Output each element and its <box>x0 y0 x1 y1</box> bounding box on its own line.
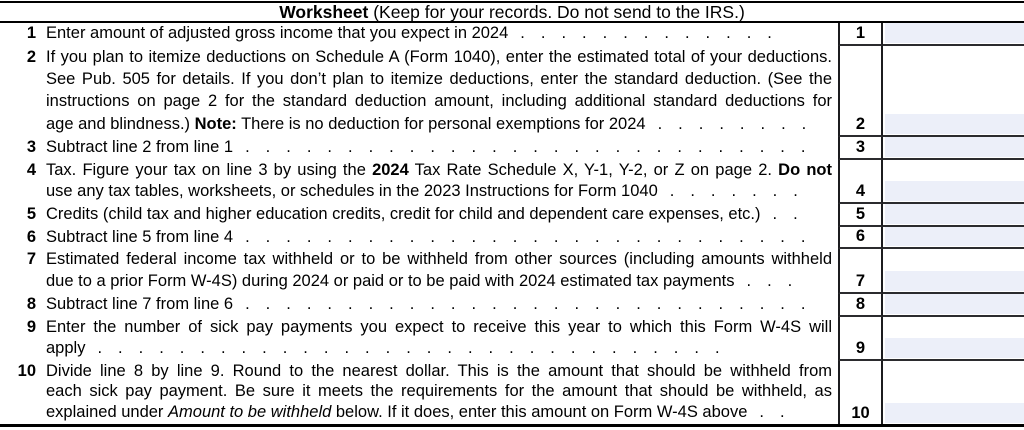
row-9-line-number-box: 9 <box>838 317 883 361</box>
worksheet-title <box>0 3 1024 22</box>
worksheet-row-10 <box>0 361 1024 424</box>
row-8-line-number-box: 8 <box>838 294 883 317</box>
row-9-text <box>46 317 832 359</box>
row-1-line-number-box: 1 <box>838 23 883 46</box>
row-3-amount-cell <box>883 137 1024 160</box>
row-8-line-1: Subtract line 7 from line 6 ............................ <box>46 295 822 313</box>
line-2-amount-field[interactable] <box>885 114 1024 134</box>
row-5-text <box>46 204 832 225</box>
dot-leader: ............................... <box>97 339 736 357</box>
row-4-text <box>46 160 832 202</box>
row-10-left-number: 10 <box>17 362 36 380</box>
worksheet-row-4 <box>0 160 1024 204</box>
row-4-left-number: 4 <box>26 161 36 179</box>
row-5-line-1: Credits (child tax and higher education credits, credit for child and dependent care expenses, etc.) .. <box>46 205 814 223</box>
row-8-text <box>46 294 832 315</box>
line-1-amount-field[interactable] <box>885 23 1024 43</box>
row-6-description-cell <box>0 227 838 249</box>
row-7-amount-cell <box>883 249 1024 294</box>
row-6-left-number: 6 <box>26 228 36 246</box>
row-3-text <box>46 137 832 158</box>
row-3-description-cell <box>0 137 838 160</box>
dot-leader: ............. <box>520 24 788 42</box>
row-7-line-1: Estimated federal income tax withheld or to be withheld from other sources (including amounts withheld <box>46 250 832 268</box>
line-9-amount-field[interactable] <box>885 338 1024 358</box>
row-1-left-number: 1 <box>26 24 36 42</box>
row-10-description-cell <box>0 361 838 424</box>
worksheet-row-8 <box>0 294 1024 317</box>
row-9-description-cell <box>0 317 838 361</box>
row-9-line-1: Enter the number of sick pay payments you expect to receive this year to which this Form W-4S will <box>46 318 832 336</box>
row-10-line-1: Divide line 8 by line 9. Round to the nearest dollar. This is the amount that should be withheld from <box>46 362 832 380</box>
row-4-line-2: use any tax tables, worksheets, or schedules in the 2023 Instructions for Form 1040 ....... <box>46 182 814 200</box>
row-2-description-cell <box>0 46 838 137</box>
row-4-amount-cell <box>883 160 1024 204</box>
line-3-amount-field[interactable] <box>885 137 1024 157</box>
row-8-left-number: 8 <box>26 295 36 313</box>
worksheet-row-2 <box>0 46 1024 137</box>
row-2-amount-cell <box>883 46 1024 137</box>
line-6-amount-field[interactable] <box>885 227 1024 246</box>
worksheet-row-5 <box>0 204 1024 227</box>
worksheet-title-bold: Worksheet <box>279 2 369 22</box>
row-7-description-cell <box>0 249 838 294</box>
row-10-text <box>46 361 832 422</box>
row-7-line-number-box: 7 <box>838 249 883 294</box>
row-5-description-cell <box>0 204 838 227</box>
worksheet-row-6 <box>0 227 1024 249</box>
row-4-line-1: Tax. Figure your tax on line 3 by using the 2024 Tax Rate Schedule X, Y-1, Y-2, or Z on page 2. Do not <box>46 161 832 179</box>
row-2-text <box>46 46 832 135</box>
dot-leader: ............................ <box>245 295 822 313</box>
dot-leader: ........ <box>657 114 823 133</box>
dot-leader: ... <box>746 271 809 290</box>
row-2-line-number-box: 2 <box>838 46 883 137</box>
row-2-line-1: If you plan to itemize deductions on Schedule A (Form 1040), enter the estimated total of your deductions. <box>46 48 832 66</box>
row-7-line-2: due to a prior Form W-4S) during 2024 or paid or to be paid with 2024 estimated tax payments ... <box>46 271 809 290</box>
row-9-amount-cell <box>883 317 1024 361</box>
row-1-line-1: Enter amount of adjusted gross income that you expect in 2024 ............. <box>46 24 788 42</box>
row-1-amount-cell <box>883 23 1024 46</box>
row-3-line-number-box: 3 <box>838 137 883 160</box>
row-2-line-4: age and blindness.) Note: There is no deduction for personal exemptions for 2024 ........ <box>46 114 823 133</box>
row-8-description-cell <box>0 294 838 317</box>
row-1-description-cell <box>0 23 838 46</box>
row-10-line-number-box: 10 <box>838 361 883 424</box>
dot-leader: ............................ <box>245 138 822 156</box>
worksheet-title-rest: (Keep for your records. Do not send to the IRS.) <box>368 2 745 22</box>
line-4-amount-field[interactable] <box>885 181 1024 201</box>
worksheet-row-9 <box>0 317 1024 361</box>
row-6-text <box>46 227 832 247</box>
row-5-line-number-box: 5 <box>838 204 883 227</box>
row-5-left-number: 5 <box>26 205 36 223</box>
dot-leader: .. <box>772 205 814 223</box>
row-2-line-2: See Pub. 505 for details. If you don’t plan to itemize deductions, enter the standard deduction. (See the <box>46 70 832 89</box>
row-1-text <box>46 23 832 44</box>
row-9-left-number: 9 <box>26 318 36 336</box>
row-7-text <box>46 249 832 292</box>
row-2-line-3: instructions on page 2 for the standard deduction amount, including additional standard deductions for <box>46 92 832 111</box>
row-4-description-cell <box>0 160 838 204</box>
row-8-amount-cell <box>883 294 1024 317</box>
row-2-left-number: 2 <box>26 48 36 66</box>
row-3-left-number: 3 <box>26 138 36 156</box>
dot-leader: ....... <box>669 182 814 200</box>
row-5-amount-cell <box>883 204 1024 227</box>
row-6-line-number-box: 6 <box>838 227 883 249</box>
dot-leader: ............................ <box>245 228 822 246</box>
row-10-amount-cell <box>883 361 1024 424</box>
row-6-line-1: Subtract line 5 from line 4 ............................ <box>46 228 822 246</box>
row-3-line-1: Subtract line 2 from line 1 ............................ <box>46 138 822 156</box>
row-10-line-3: explained under Amount to be withheld below. If it does, enter this amount on Form W-4S above .. <box>46 402 801 421</box>
row-4-line-number-box: 4 <box>838 160 883 204</box>
row-10-line-2: each sick pay payment. Be sure it meets the requirements for the amount that should be withheld, as <box>46 382 832 401</box>
line-7-amount-field[interactable] <box>885 271 1024 291</box>
worksheet-table <box>0 21 1024 427</box>
row-6-amount-cell <box>883 227 1024 249</box>
row-7-left-number: 7 <box>26 250 36 268</box>
worksheet-row-1 <box>0 23 1024 46</box>
line-10-amount-field[interactable] <box>885 403 1024 423</box>
line-8-amount-field[interactable] <box>885 294 1024 314</box>
worksheet-row-7 <box>0 249 1024 294</box>
dot-leader: .. <box>759 402 801 421</box>
worksheet-row-3 <box>0 137 1024 160</box>
row-9-line-2: apply ............................... <box>46 339 736 357</box>
line-5-amount-field[interactable] <box>885 204 1024 224</box>
